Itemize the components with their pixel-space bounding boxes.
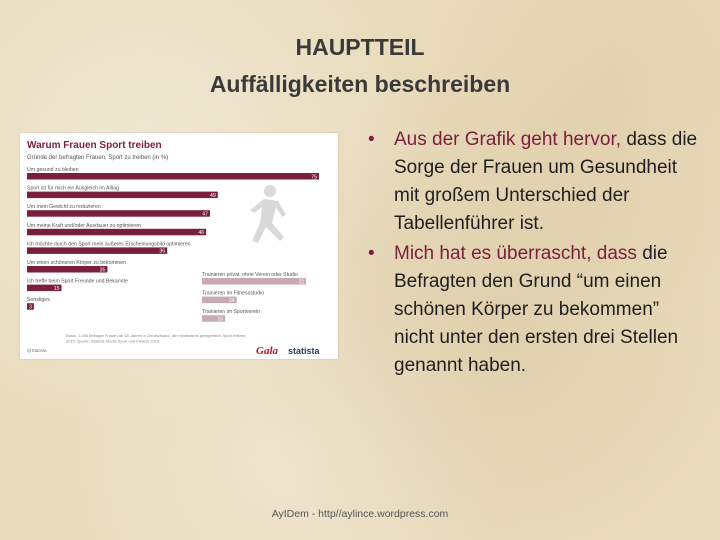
- bar-value-label: 35: [99, 267, 106, 274]
- right-bar-value-label: 72: [298, 279, 304, 286]
- bar: [27, 173, 319, 180]
- bar-value-label: 15: [53, 285, 60, 292]
- bar-label: Sport ist für mich ein Ausgleich im Alltag: [27, 185, 119, 192]
- chart-svg: [20, 133, 338, 359]
- right-bar-group: [202, 272, 306, 323]
- chart-source-note: Basis: 1.006 befragte Frauen ab 18 Jahren in Deutschland, die mindestens gelegentlich Sport treiben; 2015. Quelle: Statista Studie Sport und Fitness 2015: [66, 333, 247, 344]
- bar-label: Um mein Gewicht zu reduzieren: [27, 204, 101, 211]
- bar: [27, 266, 107, 273]
- right-bar-label: Trainieren im Sportverein: [202, 309, 261, 316]
- chart-brand-gala: Gala: [256, 345, 278, 357]
- runner-icon: [250, 185, 286, 243]
- bullet2-highlight: Mich hat es überrascht,: [394, 243, 592, 264]
- right-bar: [202, 278, 306, 285]
- bullet2-text: die Befragten den Grund “um einen schönen Körper zu bekommen” nicht unter den ersten drei Stellen genannt haben.: [394, 243, 679, 376]
- chart-panel: [20, 133, 338, 359]
- slide-title-line1: HAUPTTEIL: [295, 34, 425, 60]
- bullet-dot-icon: •: [368, 129, 375, 150]
- right-bar-value-label: 16: [217, 316, 224, 323]
- slide-title-line2: Auffälligkeiten beschreiben: [209, 71, 511, 97]
- bar-value-label: 46: [198, 230, 205, 237]
- right-bar-label: Trainieren im Fitnessstudio: [202, 290, 265, 297]
- bullet1-text: dass die Sorge der Frauen um Gesundheit mit großem Unterschied der Tabellenführer ist.: [394, 129, 698, 234]
- footer-credit: AyIDem - http//aylince.wordpress.com: [271, 508, 449, 520]
- bar: [27, 229, 206, 236]
- bar-value-label: 47: [202, 211, 208, 218]
- bar-value-label: 3: [29, 304, 32, 311]
- bullet-item-2: [364, 240, 704, 380]
- bar-value-label: 75: [311, 174, 317, 181]
- bullet2-highlight-2: dass: [596, 243, 637, 264]
- chart-brand-statista: statista: [288, 346, 320, 356]
- bar-label: Um gesund zu bleiben: [27, 167, 79, 173]
- chart-credit: @Statista: [27, 348, 47, 353]
- bullet-item-1: [364, 126, 704, 238]
- right-bar-value-label: 24: [228, 297, 235, 304]
- bar-label: Um meine Kraft und/oder Ausdauer zu optimieren: [27, 222, 141, 229]
- bar-value-label: 36: [159, 248, 166, 255]
- right-bar-label: Trainieren privat, ohne Verein oder Studio: [202, 272, 298, 278]
- bar: [27, 247, 167, 254]
- bar: [27, 192, 218, 199]
- bullet-dot-icon: •: [368, 243, 375, 264]
- chart-title: Warum Frauen Sport treiben: [27, 140, 162, 151]
- bar-label: Um einen schöneren Körper zu bekommen: [27, 260, 126, 266]
- bullet1-highlight: Aus der Grafik geht hervor,: [394, 129, 622, 150]
- bar-label: Ich treffe beim Sport Freunde und Bekannte: [27, 278, 128, 285]
- bar-label: Sonstiges: [27, 297, 50, 304]
- bar-label: Ich möchte durch den Sport mein äußeres Erscheinungsbild optimieren: [27, 241, 191, 248]
- chart-subtitle: Gründe der befragten Frauen, Sport zu treiben (in %): [27, 155, 169, 161]
- bullet-list: [364, 126, 704, 382]
- bar: [27, 210, 210, 217]
- bar-value-label: 49: [210, 192, 216, 199]
